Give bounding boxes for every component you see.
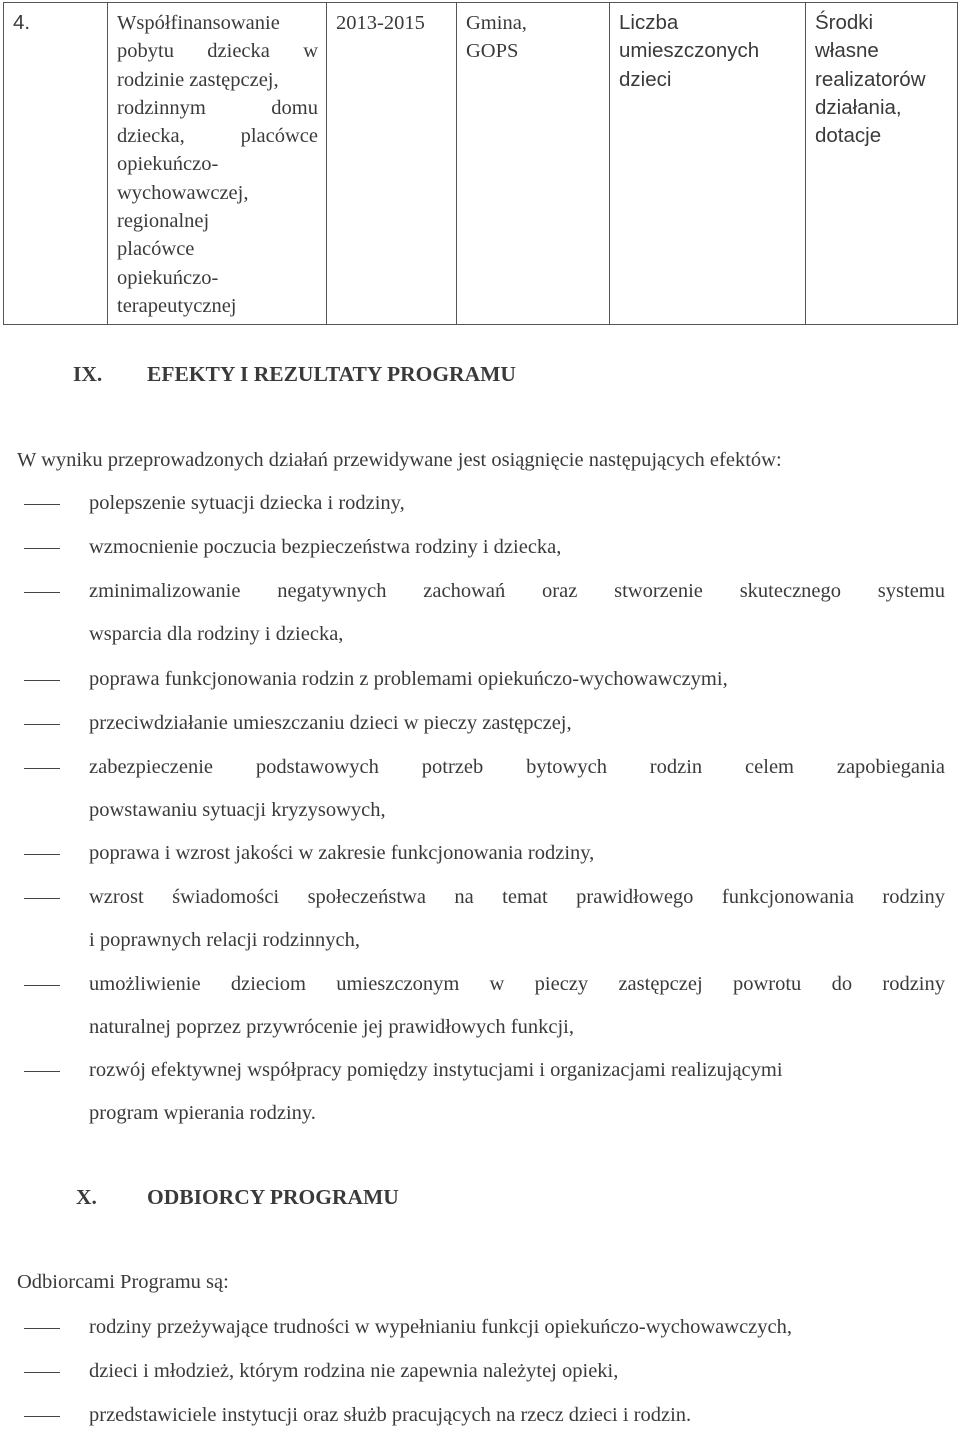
- responsible-line: GOPS: [466, 40, 519, 63]
- task-line: opiekuńczo-: [117, 153, 219, 176]
- list-item-text: zminimalizowanie negatywnych zachowań oraz stworzenie skutecznego systemu: [89, 580, 945, 602]
- task-line: regionalnej: [117, 210, 210, 233]
- indicator-cell: [610, 3, 806, 325]
- section-intro: W wyniku przeprowadzonych działań przewidywane jest osiągnięcie następujących efektów:: [17, 449, 782, 471]
- list-item-text: poprawa funkcjonowania rodzin z problemami opiekuńczo-wychowawczymi,: [89, 668, 728, 690]
- funding-line: Środki: [815, 11, 874, 34]
- dash-bullet: [24, 1416, 60, 1417]
- list-item-text: zabezpieczenie podstawowych potrzeb bytowych rodzin celem zapobiegania: [89, 756, 945, 778]
- section-heading-ix: [73, 360, 673, 388]
- row-number-cell: [4, 3, 108, 325]
- funding-line: działania,: [815, 95, 902, 119]
- list-item-text: przedstawiciele instytucji oraz służb pracujących na rzecz dzieci i rodzin.: [89, 1404, 692, 1426]
- dash-bullet: [24, 680, 60, 681]
- indicator-line: Liczba: [619, 11, 679, 34]
- list-item-text: umożliwienie dzieciom umieszczonym w pieczy zastępczej powrotu do rodziny: [89, 973, 945, 995]
- task-line: terapeutycznej: [117, 294, 237, 317]
- period-cell: [327, 3, 457, 325]
- funding-line: dotacje: [815, 124, 882, 148]
- program-table: [3, 2, 958, 325]
- list-item-text: powstawaniu sytuacji kryzysowych,: [89, 799, 386, 821]
- list-item-text: polepszenie sytuacji dziecka i rodziny,: [89, 492, 405, 514]
- funding-line: własne: [815, 39, 879, 63]
- section-title: ODBIORCY PROGRAMU: [147, 1185, 399, 1209]
- task-line: rodzinie zastępczej,: [117, 68, 279, 91]
- dash-bullet: [24, 1328, 60, 1329]
- task-cell: [108, 3, 327, 325]
- list-item-text: program wpierania rodziny.: [89, 1102, 316, 1124]
- list-item-text: rozwój efektywnej współpracy pomiędzy instytucjami i organizacjami realizującymi: [89, 1059, 783, 1081]
- task-line: pobytu dziecka w: [117, 40, 318, 63]
- task-line: dziecka, placówce: [117, 125, 318, 148]
- dash-bullet: [24, 724, 60, 725]
- section-number: IX.: [73, 362, 103, 386]
- row-number: 4.: [13, 11, 31, 34]
- dash-bullet: [24, 1372, 60, 1373]
- dash-bullet: [24, 854, 60, 855]
- indicator-line: umieszczonych: [619, 39, 760, 63]
- indicator-line: dzieci: [619, 67, 672, 91]
- funding-line: realizatorów: [815, 67, 926, 91]
- responsible-cell: [457, 3, 610, 325]
- task-line: opiekuńczo-: [117, 266, 219, 289]
- dash-bullet: [24, 548, 60, 549]
- dash-bullet: [24, 898, 60, 899]
- responsible-line: Gmina,: [466, 12, 527, 34]
- list-item-text: i poprawnych relacji rodzinnych,: [89, 929, 360, 951]
- dash-bullet: [24, 985, 60, 986]
- dash-bullet: [24, 592, 60, 593]
- dash-bullet: [24, 1071, 60, 1072]
- list-item-text: dzieci i młodzież, którym rodzina nie zapewnia należytej opieki,: [89, 1360, 619, 1382]
- list-item-text: naturalnej poprzez przywrócenie jej prawidłowych funkcji,: [89, 1016, 574, 1038]
- list-item-text: wzrost świadomości społeczeństwa na temat prawidłowego funkcjonowania rodziny: [89, 886, 945, 908]
- table-row: [4, 3, 958, 325]
- list-item-text: rodziny przeżywające trudności w wypełnianiu funkcji opiekuńczo-wychowawczych,: [89, 1316, 792, 1338]
- section-heading-x: [76, 1183, 676, 1211]
- section-number: X.: [76, 1185, 97, 1209]
- list-item-text: wsparcia dla rodziny i dziecka,: [89, 623, 344, 645]
- task-line: Współfinansowanie: [117, 12, 280, 34]
- dash-bullet: [24, 768, 60, 769]
- period: 2013-2015: [336, 12, 425, 34]
- task-line: wychowawczej,: [117, 181, 249, 204]
- list-item-text: poprawa i wzrost jakości w zakresie funkcjonowania rodziny,: [89, 842, 595, 864]
- section-intro: Odbiorcami Programu są:: [17, 1271, 229, 1293]
- task-line: rodzinnym domu: [117, 96, 318, 119]
- section-title: EFEKTY I REZULTATY PROGRAMU: [147, 362, 516, 386]
- funding-cell: [806, 3, 958, 325]
- list-item-text: wzmocnienie poczucia bezpieczeństwa rodziny i dziecka,: [89, 536, 562, 558]
- list-item-text: przeciwdziałanie umieszczaniu dzieci w pieczy zastępczej,: [89, 712, 572, 734]
- dash-bullet: [24, 504, 60, 505]
- task-line: placówce: [117, 238, 195, 261]
